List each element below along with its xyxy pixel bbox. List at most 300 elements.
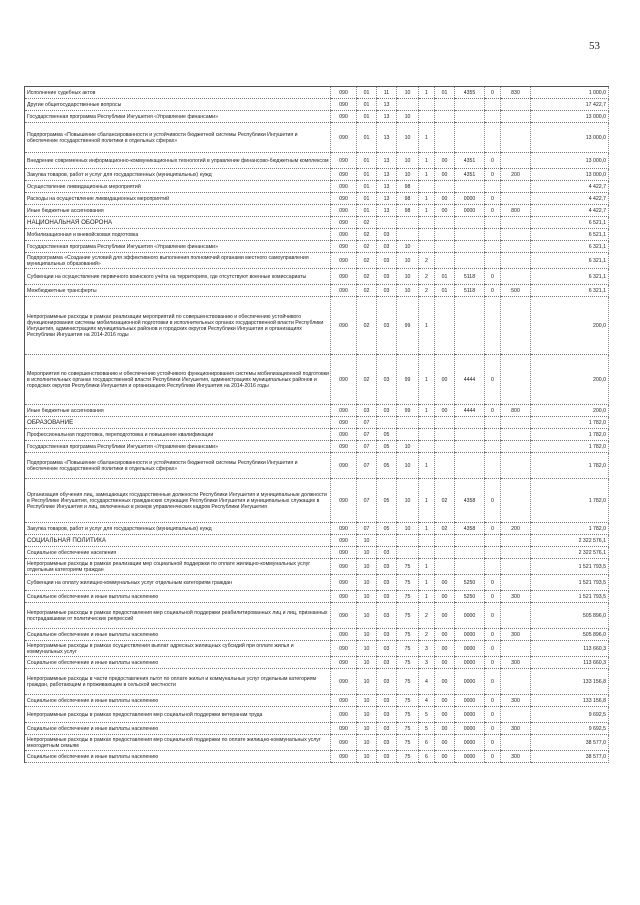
- code-subprogram: 1: [419, 479, 435, 523]
- code-section: 01: [357, 123, 377, 153]
- table-row: [25, 229, 609, 241]
- code-subprogram: [419, 99, 435, 111]
- row-amount: 13 000,0: [531, 153, 609, 169]
- row-name: Социальное обеспечение и иные выплаты населению: [25, 751, 331, 763]
- code-subsection: 13: [377, 123, 397, 153]
- row-name: Социальное обеспечение и иные выплаты населению: [25, 657, 331, 669]
- row-amount: 1 521 793,5: [531, 591, 609, 603]
- code-ministry: 090: [331, 123, 357, 153]
- code-section: 01: [357, 193, 377, 205]
- code-subprogram: 5: [419, 707, 435, 723]
- code-section: 01: [357, 111, 377, 123]
- code-section: 10: [357, 751, 377, 763]
- row-amount: 200,0: [531, 355, 609, 405]
- code-event: [435, 429, 455, 441]
- budget-table-container: [24, 86, 608, 763]
- code-subsection: 03: [377, 735, 397, 751]
- code-program: 10: [397, 123, 419, 153]
- row-amount: 6 521,1: [531, 217, 609, 229]
- row-name: Мобилизационная и вневойсковая подготовка: [25, 229, 331, 241]
- code-program: 10: [397, 153, 419, 169]
- code-section: 10: [357, 695, 377, 707]
- code-subprogram: 1: [419, 193, 435, 205]
- table-row: [25, 241, 609, 253]
- code-expense-type: [501, 229, 531, 241]
- code-program: [397, 99, 419, 111]
- code-expense-type: 300: [501, 629, 531, 641]
- row-name: Непрограммные расходы в рамках предоставления мер социальной поддержки реабилитированных лиц и лиц, признанных пострадавшими от политических репрессий: [25, 603, 331, 629]
- code-extra: [485, 241, 501, 253]
- code-section: 02: [357, 241, 377, 253]
- row-amount: 38 577,0: [531, 751, 609, 763]
- row-name: Государственная программа Республики Ингушетия «Управление финансами»: [25, 111, 331, 123]
- code-subsection: 03: [377, 591, 397, 603]
- code-expense-type: 300: [501, 657, 531, 669]
- table-row: [25, 669, 609, 695]
- code-program: 99: [397, 405, 419, 417]
- code-event: [435, 99, 455, 111]
- code-extra: 0: [485, 479, 501, 523]
- code-subsection: 03: [377, 707, 397, 723]
- code-ministry: 090: [331, 405, 357, 417]
- code-section: 02: [357, 355, 377, 405]
- code-direction: 5118: [455, 269, 485, 285]
- code-expense-type: 300: [501, 751, 531, 763]
- code-subsection: 03: [377, 669, 397, 695]
- row-amount: 133 156,8: [531, 669, 609, 695]
- code-expense-type: [501, 153, 531, 169]
- code-extra: [485, 297, 501, 355]
- code-event: [435, 229, 455, 241]
- code-extra: 0: [485, 193, 501, 205]
- code-expense-type: 200: [501, 523, 531, 535]
- row-amount: 4 422,7: [531, 193, 609, 205]
- code-extra: 0: [485, 669, 501, 695]
- code-extra: [485, 229, 501, 241]
- row-name: Организация обучения лиц, замещающих государственные должности Республики Ингушетия и муниципальные должности в Республике Ингушетия, государственных гражданских служащих Республики Ингушетия и муниципальных служащих в Республике Ингушетия и лиц, включенных в резерв управленческих кадров Республики Ингушетия: [25, 479, 331, 523]
- table-row: [25, 657, 609, 669]
- code-section: 10: [357, 657, 377, 669]
- code-subprogram: 1: [419, 153, 435, 169]
- code-section: 03: [357, 405, 377, 417]
- code-subsection: 03: [377, 241, 397, 253]
- code-section: 02: [357, 297, 377, 355]
- code-extra: 0: [485, 751, 501, 763]
- code-subprogram: 1: [419, 591, 435, 603]
- code-event: 00: [435, 575, 455, 591]
- code-program: 75: [397, 559, 419, 575]
- row-name: Непрограммные расходы в рамках предоставления мер социальной поддержки ветеранам труда: [25, 707, 331, 723]
- code-direction: 0000: [455, 669, 485, 695]
- code-event: 00: [435, 169, 455, 181]
- table-row: [25, 735, 609, 751]
- row-amount: 1 782,0: [531, 523, 609, 535]
- table-row: [25, 417, 609, 429]
- code-subprogram: [419, 547, 435, 559]
- table-row: [25, 269, 609, 285]
- code-direction: [455, 441, 485, 453]
- code-ministry: 090: [331, 153, 357, 169]
- code-subprogram: [419, 217, 435, 229]
- code-expense-type: [501, 735, 531, 751]
- code-expense-type: [501, 241, 531, 253]
- code-ministry: 090: [331, 523, 357, 535]
- code-ministry: 090: [331, 181, 357, 193]
- code-subsection: 03: [377, 547, 397, 559]
- code-ministry: 090: [331, 479, 357, 523]
- row-amount: 2 322 576,1: [531, 547, 609, 559]
- code-program: 10: [397, 269, 419, 285]
- code-direction: [455, 123, 485, 153]
- code-ministry: 090: [331, 169, 357, 181]
- code-subsection: [377, 217, 397, 229]
- code-section: 10: [357, 629, 377, 641]
- code-extra: [485, 453, 501, 479]
- code-subsection: 03: [377, 229, 397, 241]
- code-ministry: 090: [331, 193, 357, 205]
- code-ministry: 090: [331, 87, 357, 99]
- code-ministry: 090: [331, 441, 357, 453]
- row-name: Социальное обеспечение и иные выплаты населению: [25, 723, 331, 735]
- table-row: [25, 405, 609, 417]
- code-extra: [485, 99, 501, 111]
- code-event: 00: [435, 193, 455, 205]
- table-row: [25, 723, 609, 735]
- row-name: Государственная программа Республики Ингушетия «Управление финансами»: [25, 441, 331, 453]
- row-amount: 1 782,0: [531, 441, 609, 453]
- code-program: 75: [397, 657, 419, 669]
- code-direction: [455, 253, 485, 269]
- code-subprogram: 6: [419, 751, 435, 763]
- code-event: [435, 297, 455, 355]
- code-subsection: 13: [377, 169, 397, 181]
- row-name: Подпрограмма «Повышение сбалансированности и устойчивости бюджетной системы Республики Ингушетия и обеспечение государственной политики в отдельных сферах»: [25, 123, 331, 153]
- code-subsection: 03: [377, 355, 397, 405]
- code-event: 01: [435, 87, 455, 99]
- row-name: Социальное обеспечение населения: [25, 547, 331, 559]
- row-amount: 505 896,0: [531, 629, 609, 641]
- code-expense-type: [501, 429, 531, 441]
- code-event: [435, 181, 455, 193]
- code-extra: 0: [485, 523, 501, 535]
- table-row: [25, 217, 609, 229]
- code-ministry: 090: [331, 559, 357, 575]
- code-subprogram: 5: [419, 723, 435, 735]
- code-expense-type: [501, 707, 531, 723]
- row-amount: 13 000,0: [531, 111, 609, 123]
- row-name: Внедрение современных информационно-коммуникационных технологий в управление финансово-бюджетным комплексом: [25, 153, 331, 169]
- code-expense-type: 300: [501, 723, 531, 735]
- code-ministry: 090: [331, 669, 357, 695]
- code-event: [435, 547, 455, 559]
- row-amount: 2 322 576,1: [531, 535, 609, 547]
- code-event: 00: [435, 695, 455, 707]
- code-ministry: 090: [331, 417, 357, 429]
- code-subprogram: 6: [419, 735, 435, 751]
- code-program: 75: [397, 641, 419, 657]
- code-subsection: 05: [377, 453, 397, 479]
- code-program: 75: [397, 695, 419, 707]
- code-event: [435, 441, 455, 453]
- code-direction: [455, 229, 485, 241]
- row-name: Социальное обеспечение и иные выплаты населению: [25, 629, 331, 641]
- code-direction: 4355: [455, 87, 485, 99]
- code-ministry: 090: [331, 751, 357, 763]
- code-subprogram: [419, 441, 435, 453]
- code-subprogram: 4: [419, 695, 435, 707]
- row-name: Подпрограмма «Создание условий для эффективного выполнения полномочий органами местного самоуправления муниципальных образований»: [25, 253, 331, 269]
- code-subsection: 13: [377, 153, 397, 169]
- code-program: 75: [397, 591, 419, 603]
- code-program: 10: [397, 253, 419, 269]
- code-program: [397, 547, 419, 559]
- code-program: 75: [397, 735, 419, 751]
- row-name: Межбюджетные трансферты: [25, 285, 331, 297]
- row-amount: 113 660,3: [531, 641, 609, 657]
- row-amount: 505 896,0: [531, 603, 609, 629]
- table-row: [25, 523, 609, 535]
- code-event: 01: [435, 269, 455, 285]
- table-row: [25, 205, 609, 217]
- row-amount: 6 321,1: [531, 285, 609, 297]
- code-section: 10: [357, 603, 377, 629]
- code-subsection: 03: [377, 629, 397, 641]
- code-extra: 0: [485, 575, 501, 591]
- code-program: [397, 217, 419, 229]
- code-direction: [455, 547, 485, 559]
- code-subprogram: 1: [419, 559, 435, 575]
- code-extra: 0: [485, 269, 501, 285]
- code-extra: [485, 217, 501, 229]
- row-name: Осуществление ликвидационных мероприятий: [25, 181, 331, 193]
- code-event: 02: [435, 479, 455, 523]
- code-subsection: 11: [377, 87, 397, 99]
- code-program: 10: [397, 285, 419, 297]
- code-event: 00: [435, 707, 455, 723]
- code-subsection: 05: [377, 441, 397, 453]
- code-section: 10: [357, 641, 377, 657]
- row-amount: 13 000,0: [531, 169, 609, 181]
- code-program: 75: [397, 603, 419, 629]
- code-program: 98: [397, 205, 419, 217]
- code-program: 10: [397, 441, 419, 453]
- code-subprogram: 2: [419, 269, 435, 285]
- table-row: [25, 559, 609, 575]
- row-name: Непрограммные расходы в рамках реализации мероприятий по совершенствованию и обеспечению устойчивого функционирования системы мобилизационной подготовки в исполнительных органах государственной власти Республики Ингушетия, администрациях муниципальных районов и городских округов Республики Ингушетия и организациях Республики Ингушетия на 2014-2016 годы: [25, 297, 331, 355]
- code-program: 10: [397, 453, 419, 479]
- code-expense-type: [501, 355, 531, 405]
- table-row: [25, 629, 609, 641]
- code-event: [435, 559, 455, 575]
- code-subsection: 03: [377, 657, 397, 669]
- code-direction: 4351: [455, 169, 485, 181]
- code-subsection: 13: [377, 99, 397, 111]
- code-subprogram: 1: [419, 523, 435, 535]
- row-name: Социальное обеспечение и иные выплаты населению: [25, 695, 331, 707]
- code-subsection: 03: [377, 641, 397, 657]
- code-subprogram: 1: [419, 405, 435, 417]
- code-direction: 0000: [455, 629, 485, 641]
- code-expense-type: 800: [501, 205, 531, 217]
- code-subsection: [377, 535, 397, 547]
- code-direction: [455, 559, 485, 575]
- code-ministry: 090: [331, 641, 357, 657]
- code-section: 02: [357, 217, 377, 229]
- row-amount: 1 782,0: [531, 417, 609, 429]
- code-direction: 5250: [455, 591, 485, 603]
- code-expense-type: [501, 253, 531, 269]
- code-subsection: 13: [377, 181, 397, 193]
- row-name: Государственная программа Республики Ингушетия «Управление финансами»: [25, 241, 331, 253]
- code-direction: [455, 297, 485, 355]
- code-expense-type: [501, 123, 531, 153]
- code-direction: 0000: [455, 657, 485, 669]
- table-row: [25, 193, 609, 205]
- code-subprogram: 1: [419, 87, 435, 99]
- code-subsection: 03: [377, 269, 397, 285]
- code-expense-type: [501, 603, 531, 629]
- code-subprogram: [419, 417, 435, 429]
- table-row: [25, 253, 609, 269]
- code-extra: 0: [485, 657, 501, 669]
- code-subsection: [377, 417, 397, 429]
- table-row: [25, 297, 609, 355]
- code-extra: 0: [485, 641, 501, 657]
- row-name: Субвенции на осуществление первичного воинского учёта на территориях, где отсутствуют военные комиссариаты: [25, 269, 331, 285]
- code-extra: 0: [485, 285, 501, 297]
- table-row: [25, 603, 609, 629]
- table-row: [25, 591, 609, 603]
- code-event: 00: [435, 723, 455, 735]
- row-amount: 38 577,0: [531, 735, 609, 751]
- row-amount: 113 660,3: [531, 657, 609, 669]
- code-section: 10: [357, 707, 377, 723]
- code-direction: [455, 111, 485, 123]
- code-direction: 0000: [455, 723, 485, 735]
- code-program: 99: [397, 355, 419, 405]
- row-name: Непрограммные расходы в рамках предоставления мер социальной поддержки по оплате жилищно-коммунальных услуг многодетным семьям: [25, 735, 331, 751]
- row-name: Мероприятия по совершенствованию и обеспечению устойчивого функционирования системы мобилизационной подготовки в исполнительных органах государственной власти Республики Ингушетия, администрациях муниципальных районов и городских округов Республики Ингушетия и организациях Республики Ингушетия на 2014-2016 годы: [25, 355, 331, 405]
- code-section: 01: [357, 169, 377, 181]
- code-event: 00: [435, 405, 455, 417]
- row-name: НАЦИОНАЛЬНАЯ ОБОРОНА: [25, 217, 331, 229]
- code-extra: 0: [485, 603, 501, 629]
- code-expense-type: [501, 99, 531, 111]
- code-extra: [485, 559, 501, 575]
- code-section: 02: [357, 285, 377, 297]
- code-direction: [455, 181, 485, 193]
- code-subprogram: [419, 111, 435, 123]
- code-direction: 0000: [455, 751, 485, 763]
- row-name: Иные бюджетные ассигнования: [25, 205, 331, 217]
- code-subprogram: [419, 181, 435, 193]
- code-event: [435, 417, 455, 429]
- row-name: Другие общегосударственные вопросы: [25, 99, 331, 111]
- code-expense-type: [501, 575, 531, 591]
- code-ministry: 090: [331, 603, 357, 629]
- code-event: 00: [435, 355, 455, 405]
- code-expense-type: 200: [501, 169, 531, 181]
- code-expense-type: [501, 641, 531, 657]
- code-program: [397, 535, 419, 547]
- code-ministry: 090: [331, 695, 357, 707]
- row-amount: 4 422,7: [531, 181, 609, 193]
- table-row: [25, 111, 609, 123]
- code-subprogram: [419, 229, 435, 241]
- code-subsection: 03: [377, 297, 397, 355]
- code-extra: [485, 429, 501, 441]
- code-subprogram: 2: [419, 629, 435, 641]
- row-amount: 9 692,5: [531, 723, 609, 735]
- code-ministry: 090: [331, 707, 357, 723]
- code-event: 02: [435, 523, 455, 535]
- table-row: [25, 547, 609, 559]
- code-ministry: 090: [331, 205, 357, 217]
- code-subsection: 13: [377, 193, 397, 205]
- code-ministry: 090: [331, 253, 357, 269]
- row-name: Субвенции на оплату жилищно-коммунальных услуг отдельным категориям граждан: [25, 575, 331, 591]
- code-subprogram: 1: [419, 453, 435, 479]
- budget-rows: [25, 87, 609, 763]
- code-subsection: 03: [377, 575, 397, 591]
- row-name: Подпрограмма «Повышение сбалансированности и устойчивости бюджетной системы Республики Ингушетия и обеспечение государственной политики в отдельных сферах»: [25, 453, 331, 479]
- table-row: [25, 479, 609, 523]
- code-extra: [485, 181, 501, 193]
- code-expense-type: [501, 559, 531, 575]
- row-amount: 6 321,1: [531, 269, 609, 285]
- code-subprogram: [419, 241, 435, 253]
- code-expense-type: [501, 417, 531, 429]
- code-ministry: 090: [331, 429, 357, 441]
- code-program: 10: [397, 479, 419, 523]
- code-expense-type: [501, 269, 531, 285]
- code-extra: 0: [485, 355, 501, 405]
- code-ministry: 090: [331, 111, 357, 123]
- code-subsection: 05: [377, 479, 397, 523]
- row-name: Непрограммные расходы в части предоставления льгот по оплате жилья и коммунальных услуг отдельным категориям граждан, работающим и проживающим в сельской местности: [25, 669, 331, 695]
- code-program: 75: [397, 723, 419, 735]
- code-direction: [455, 241, 485, 253]
- code-subprogram: 1: [419, 205, 435, 217]
- code-subsection: 03: [377, 751, 397, 763]
- code-direction: 4444: [455, 405, 485, 417]
- code-event: [435, 453, 455, 479]
- table-row: [25, 441, 609, 453]
- code-subprogram: 1: [419, 169, 435, 181]
- row-amount: 1 521 793,5: [531, 559, 609, 575]
- code-direction: 0000: [455, 735, 485, 751]
- code-section: 01: [357, 181, 377, 193]
- code-program: [397, 229, 419, 241]
- row-amount: 200,0: [531, 297, 609, 355]
- code-ministry: 090: [331, 355, 357, 405]
- code-ministry: 090: [331, 629, 357, 641]
- code-event: 00: [435, 641, 455, 657]
- code-direction: 4351: [455, 153, 485, 169]
- code-event: 00: [435, 629, 455, 641]
- code-expense-type: 830: [501, 87, 531, 99]
- code-event: [435, 241, 455, 253]
- code-expense-type: [501, 441, 531, 453]
- code-extra: [485, 547, 501, 559]
- code-ministry: 090: [331, 285, 357, 297]
- code-subprogram: 1: [419, 297, 435, 355]
- row-name: Непрограммные расходы в рамках реализации мер социальной поддержки по оплате жилищно-коммунальных услуг отдельным категориям граждан: [25, 559, 331, 575]
- code-extra: [485, 441, 501, 453]
- code-section: 01: [357, 99, 377, 111]
- code-subsection: 05: [377, 523, 397, 535]
- code-direction: 0000: [455, 695, 485, 707]
